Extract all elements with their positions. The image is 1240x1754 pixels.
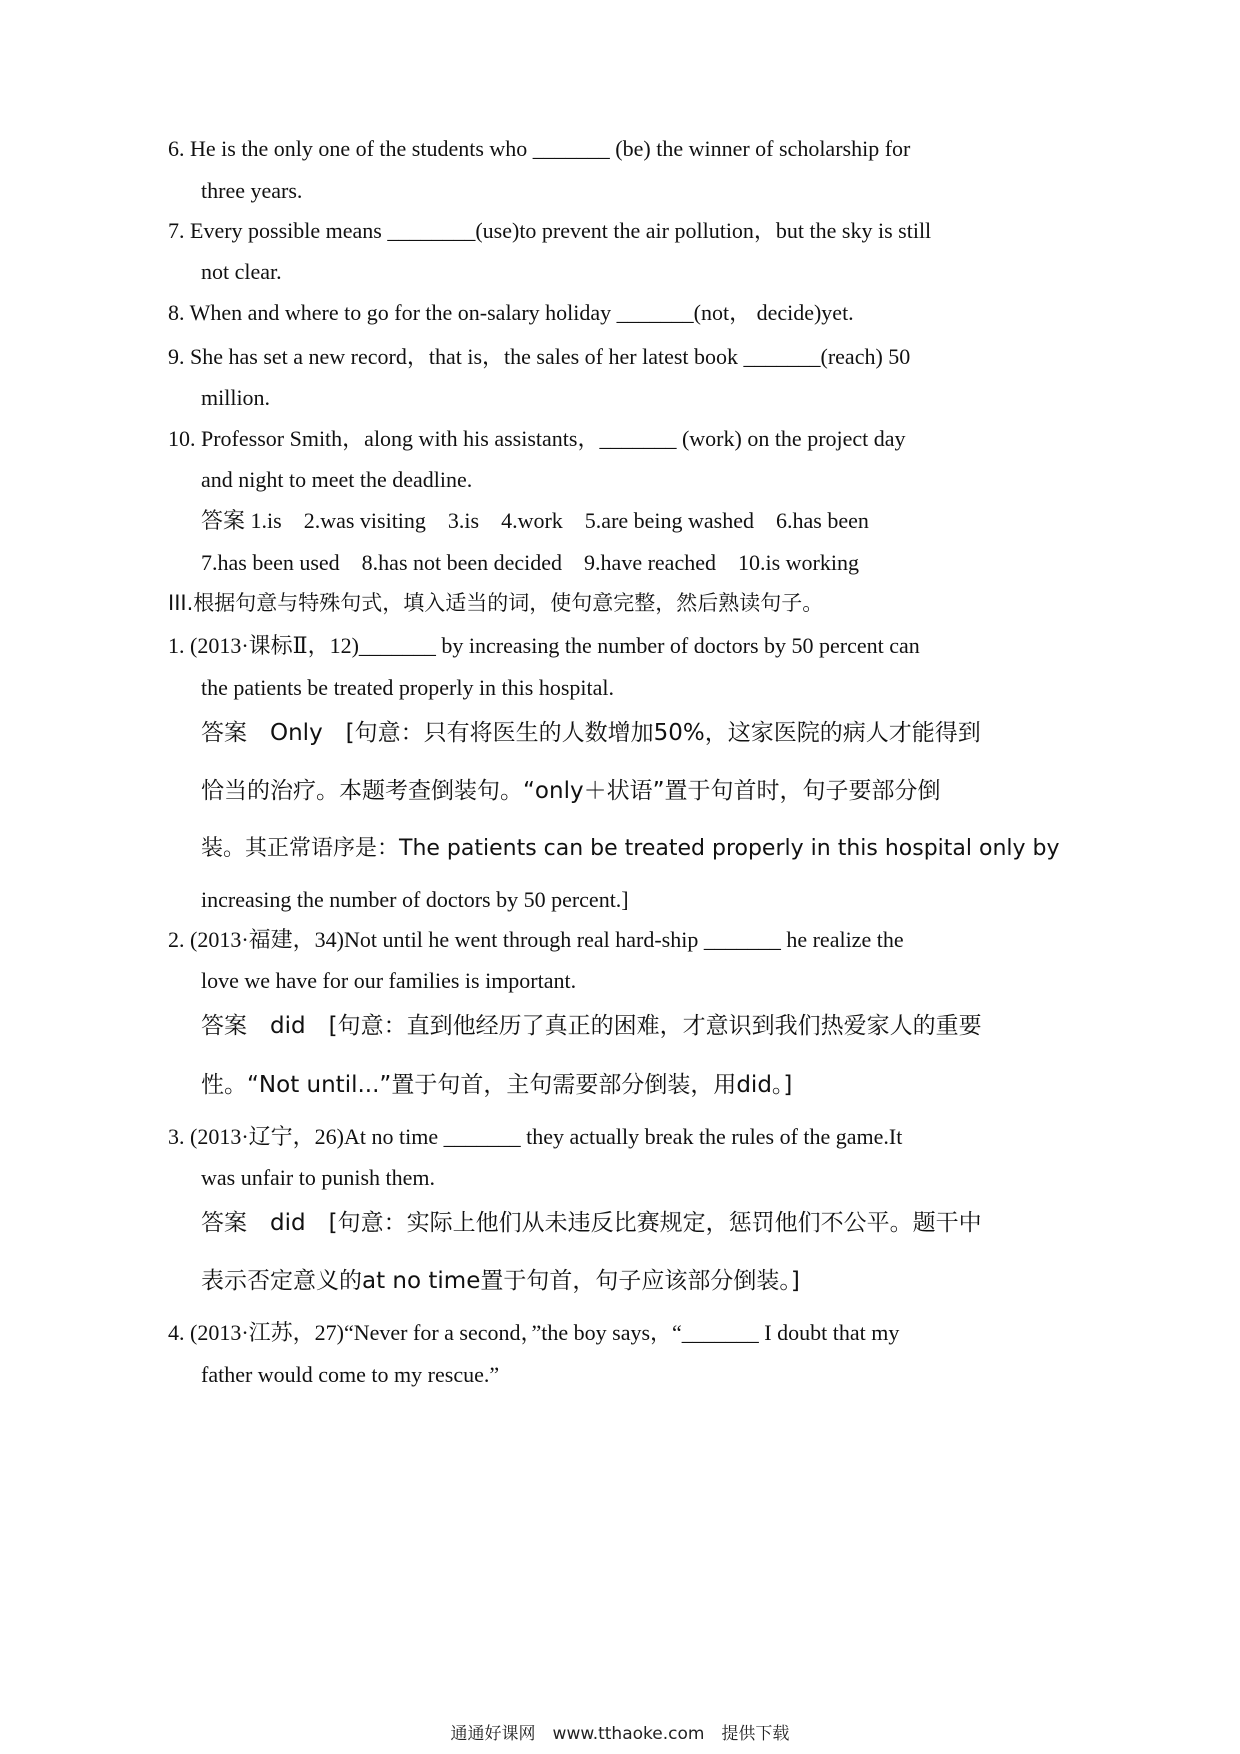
question-text: Every possible means ________(use)to prevent the air pollution，but the sky is still <box>190 218 932 243</box>
question-text: the patients be treated properly in this hospital. <box>201 675 615 700</box>
page-footer: 通通好课网 www.tthaoke.com 提供下载 <box>450 1724 790 1744</box>
question-number: 7. <box>168 218 185 243</box>
question-text: million. <box>201 385 271 410</box>
answer-text: 7.has been used 8.has not been decided 9.have reached 10.is working <box>201 550 859 575</box>
question-text: He is the only one of the students who _______ (be) the winner of scholarship for <box>190 136 911 161</box>
answer-label: 答案 <box>201 509 246 534</box>
answer-explanation: increasing the number of doctors by 50 percent.] <box>201 887 629 912</box>
question-number: 4. <box>168 1320 185 1345</box>
question-text: She has set a new record，that is，the sales of her latest book _______(reach) 50 <box>190 344 911 369</box>
question-number: 3. <box>168 1124 185 1149</box>
question-text: (2013·福建，34)Not until he went through real hard-ship _______ he realize the <box>190 927 904 952</box>
question-text: When and where to go for the on-salary holiday _______(not， decide)yet. <box>189 300 854 325</box>
question-text: father would come to my rescue.” <box>201 1362 500 1387</box>
question-number: 2. <box>168 927 185 952</box>
answer-explanation: 恰当的治疗。本题考查倒装句。“only＋状语”置于句首时，句子要部分倒 <box>201 778 941 804</box>
question-text: (2013·辽宁，26)At no time _______ they actually break the rules of the game.It <box>190 1124 903 1149</box>
question-number: 9. <box>168 344 185 369</box>
answer-explanation: 答案 did [句意：直到他经历了真正的困难，才意识到我们热爱家人的重要 <box>201 1013 982 1039</box>
answer-explanation: 性。“Not until...”置于句首，主句需要部分倒装，用did。] <box>201 1072 793 1098</box>
question-number: 8. <box>168 300 185 325</box>
answer-explanation: 答案 Only [句意：只有将医生的人数增加50%，这家医院的病人才能得到 <box>201 720 981 746</box>
question-text: love we have for our families is important. <box>201 968 577 993</box>
question-text: three years. <box>201 178 303 203</box>
question-text: Professor Smith，along with his assistants，_______ (work) on the project day <box>201 426 906 451</box>
question-number: 1. <box>168 633 185 658</box>
question-text: and night to meet the deadline. <box>201 467 473 492</box>
question-number: 6. <box>168 136 185 161</box>
question-number: 10. <box>168 426 196 451</box>
question-text: not clear. <box>201 259 282 284</box>
answer-explanation: 表示否定意义的at no time置于句首，句子应该部分倒装。] <box>201 1268 800 1294</box>
answer-explanation: 答案 did [句意：实际上他们从未违反比赛规定，惩罚他们不公平。题干中 <box>201 1210 982 1236</box>
question-text: was unfair to punish them. <box>201 1165 436 1190</box>
section-heading: III.根据句意与特殊句式，填入适当的词，使句意完整，然后熟读句子。 <box>168 591 824 615</box>
answer-explanation: 装。其正常语序是：The patients can be treated properly in this hospital only by <box>201 836 1060 861</box>
answer-text: 1.is 2.was visiting 3.is 4.work 5.are being washed 6.has been <box>250 508 869 533</box>
question-text: (2013·江苏，27)“Never for a second，”the boy says，“_______ I doubt that my <box>190 1320 900 1345</box>
question-text: (2013·课标Ⅱ，12)_______ by increasing the number of doctors by 50 percent can <box>190 633 920 658</box>
